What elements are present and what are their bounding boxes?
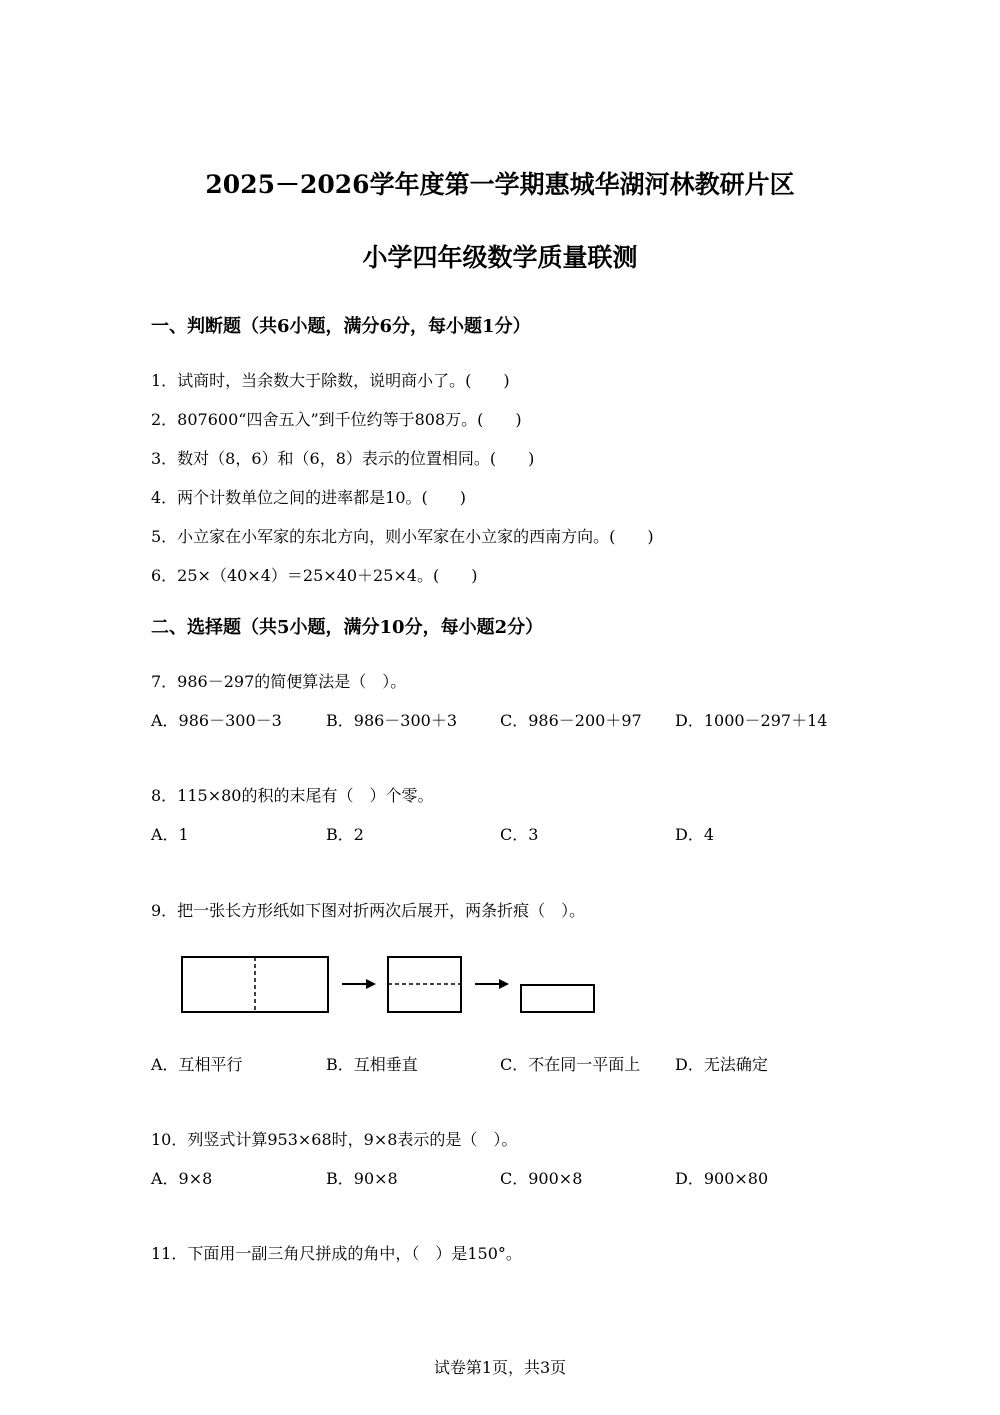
option-b: B．2 xyxy=(326,825,364,844)
option-a: A．1 xyxy=(151,825,189,844)
option-a: A．986－300－3 xyxy=(151,711,282,730)
option-c: C．不在同一平面上 xyxy=(500,1055,641,1074)
option-d: D．1000－297＋14 xyxy=(675,711,828,730)
question-10-options xyxy=(151,1168,851,1190)
question-7: 7．986－297的简便算法是（ ）。 xyxy=(151,672,407,691)
arrow-1-head xyxy=(366,979,376,989)
option-b: B．90×8 xyxy=(326,1169,398,1188)
question-8: 8．115×80的积的末尾有（ ）个零。 xyxy=(151,786,434,805)
section-heading-true-false: 一、判断题（共6小题，满分6分，每小题1分） xyxy=(151,316,531,337)
option-c: C．900×8 xyxy=(500,1169,583,1188)
exam-title-line1: 2025－2026学年度第一学期惠城华湖河林教研片区 xyxy=(205,170,795,199)
option-c: C．986－200＋97 xyxy=(500,711,642,730)
option-a: A．互相平行 xyxy=(151,1055,243,1074)
option-d: D．4 xyxy=(675,825,715,844)
section-heading-multiple-choice: 二、选择题（共5小题，满分10分，每小题2分） xyxy=(151,617,544,638)
question-8-options xyxy=(151,824,851,846)
arrow-2-head xyxy=(499,979,509,989)
question-5: 5．小立家在小军家的东北方向，则小军家在小立家的西南方向。( ) xyxy=(151,527,654,546)
question-4: 4．两个计数单位之间的进率都是10。( ) xyxy=(151,488,467,507)
question-11: 11．下面用一副三角尺拼成的角中，（ ）是150°。 xyxy=(151,1244,522,1263)
option-b: B．互相垂直 xyxy=(326,1055,418,1074)
question-1: 1．试商时，当余数大于除数，说明商小了。( ) xyxy=(151,371,510,390)
option-b: B．986－300＋3 xyxy=(326,711,458,730)
option-c: C．3 xyxy=(500,825,539,844)
page-footer: 试卷第1页，共3页 xyxy=(433,1358,567,1377)
question-9: 9．把一张长方形纸如下图对折两次后展开，两条折痕（ ）。 xyxy=(151,901,586,920)
quarter-paper-rect xyxy=(521,985,594,1012)
question-2: 2．807600“四舍五入”到千位约等于808万。( ) xyxy=(151,410,522,429)
question-7-options xyxy=(151,710,851,732)
option-d: D．900×80 xyxy=(675,1169,769,1188)
question-10: 10．列竖式计算953×68时，9×8表示的是（ ）。 xyxy=(151,1130,518,1149)
option-d: D．无法确定 xyxy=(675,1055,768,1074)
question-6: 6．25×（40×4）＝25×40＋25×4。( ) xyxy=(151,566,478,585)
exam-title-line2: 小学四年级数学质量联测 xyxy=(362,243,638,272)
question-3: 3．数对（8，6）和（6，8）表示的位置相同。( ) xyxy=(151,449,535,468)
question-9-options xyxy=(151,1054,851,1076)
option-a: A．9×8 xyxy=(151,1169,213,1188)
paper-folding-figure xyxy=(178,953,608,1017)
